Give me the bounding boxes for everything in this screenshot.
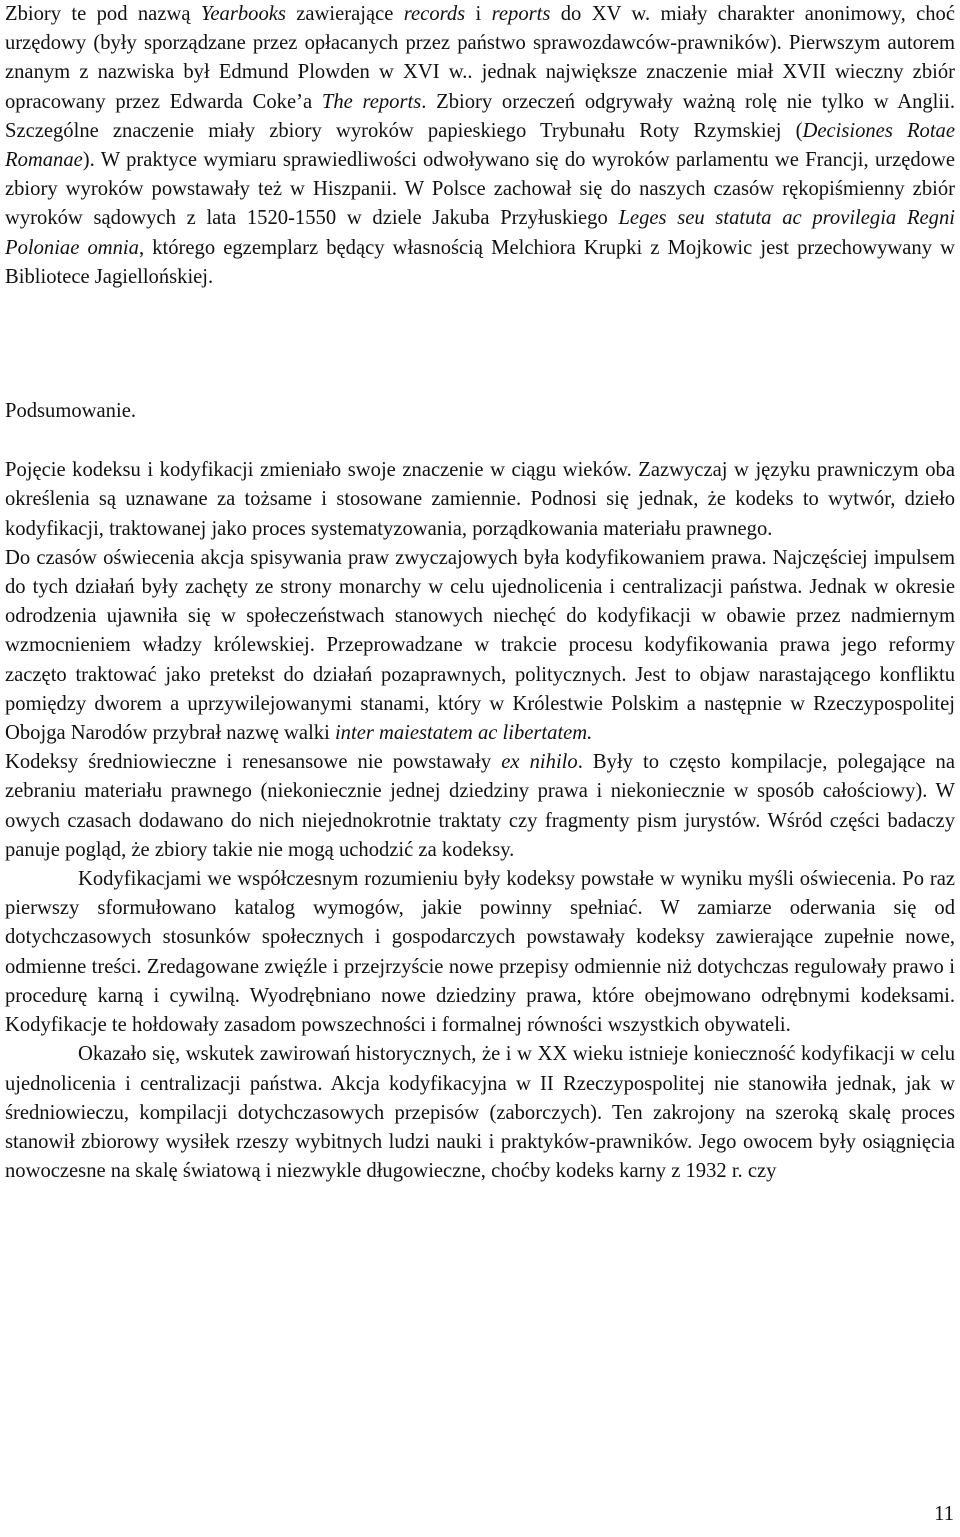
spacer: [5, 292, 955, 397]
spacer: [5, 426, 955, 456]
paragraph-yearbooks: Zbiory te pod nazwą Yearbooks zawierające records i reports do XV w. miały charakter anonimowy, choć urzędowy (były sporządzane przez opłacanych przez państwo sprawozdawców-prawników). Pierwszym autorem znanym z nazwiska był Edmund Plowden w XVI w.. jednak największe znaczenie miał XVII wieczny zbiór opracowany przez Edwarda Coke’a The reports. Zbiory orzeczeń odgrywały ważną rolę nie tylko w Anglii. Szczególne znaczenie miały zbiory wyroków papieskiego Trybunału Roty Rzymskiej (Decisiones Rotae Romanae). W praktyce wymiaru sprawiedliwości odwoływano się do wyroków parlamentu we Francji, urzędowe zbiory wyroków powstawały też w Hiszpanii. W Polsce zachował się do naszych czasów rękopiśmienny zbiór wyroków sądowych z lata 1520-1550 w dziele Jakuba Przyłuskiego Leges seu statuta ac provilegia Regni Poloniae omnia, którego egzemplarz będący własnością Melchiora Krupki z Mojkowic jest przechowywany w Bibliotece Jagiellońskiej.: [5, 3, 956, 288]
paragraph-modern-codification: Kodyfikacjami we współczesnym rozumieniu były kodeksy powstałe w wyniku myśli oświecenia. Po raz pierwszy sformułowano katalog wymogów, jakie powinny spełniać. W zamiarze oderwania się od dotychczasowych stosunków społecznych i gospodarczych powstawały kodeksy zawierające zupełnie nowe, odmienne treści. Zredagowane zwięźle i przejrzyście nowe przepisy odmiennie niż dotychczas regulowały prawo i procedurę karną i cywilną. Wyodrębniano nowe dziedziny prawa, które obejmowano odrębnymi kodeksami. Kodyfikacje te hołdowały zasadom powszechności i formalnej równości wszystkich obywateli.: [5, 868, 955, 1037]
paragraph-twentieth-century: Okazało się, wskutek zawirowań historycznych, że i w XX wieku istnieje konieczność kodyfikacji w celu ujednolicenia i centralizacji państwa. Akcja kodyfikacyjna w II Rzeczypospolitej nie stanowiła jednak, jak w średniowieczu, kompilacji dotychczasowych przepisów (zaborczych). Ten zakrojony na szeroką skalę proces stanowił zbiorowy wysiłek rzeszy wybitnych ludzi nauki i praktyków-prawników. Jego owocem były osiągnięcia nowoczesne na skalę światową i niezwykle długowieczne, choćby kodeks karny z 1932 r. czy: [5, 1043, 955, 1183]
page-number: 11: [934, 1503, 954, 1525]
document-page: [5, 0, 955, 1186]
section-heading: Podsumowanie.: [5, 400, 136, 423]
paragraph-medieval-codes: Kodeksy średniowieczne i renesansowe nie powstawały ex nihilo. Były to często kompilacje, polegające na zebraniu materiału prawnego (niekoniecznie jednej dziedziny prawa i niekoniecznie w sposób całościowy). W owych czasach dodawano do nich niejednokrotnie traktaty czy fragmenty pism jurystów. Wśród części badaczy panuje pogląd, że zbiory takie nie mogą uchodzić za kodeksy.: [5, 751, 955, 861]
paragraph-codex-concept: Pojęcie kodeksu i kodyfikacji zmieniało swoje znaczenie w ciągu wieków. Zazwyczaj w języku prawniczym oba określenia są uznawane za tożsame i stosowane zamiennie. Podnosi się jednak, że kodeks to wytwór, dzieło kodyfikacji, traktowanej jako proces systematyzowania, porządkowania materiału prawnego.: [5, 459, 955, 540]
paragraph-enlightenment: Do czasów oświecenia akcja spisywania praw zwyczajowych była kodyfikowaniem prawa. Najczęściej impulsem do tych działań były zachęty ze strony monarchy w celu ujednolicenia i centralizacji państwa. Jednak w okresie odrodzenia ujawniła się w społeczeństwach stanowych niechęć do kodyfikacji w obawie przez nadmiernym wzmocnieniem władzy królewskiej. Przeprowadzane w trakcie procesu kodyfikowania prawa jego reformy zaczęto traktować jako pretekst do działań pozaprawnych, politycznych. Jest to objaw narastającego konfliktu pomiędzy dworem a uprzywilejowanymi stanami, który w Królestwie Polskim a następnie w Rzeczypospolitej Obojga Narodów przybrał nazwę walki inter maiestatem ac libertatem.: [5, 546, 955, 745]
